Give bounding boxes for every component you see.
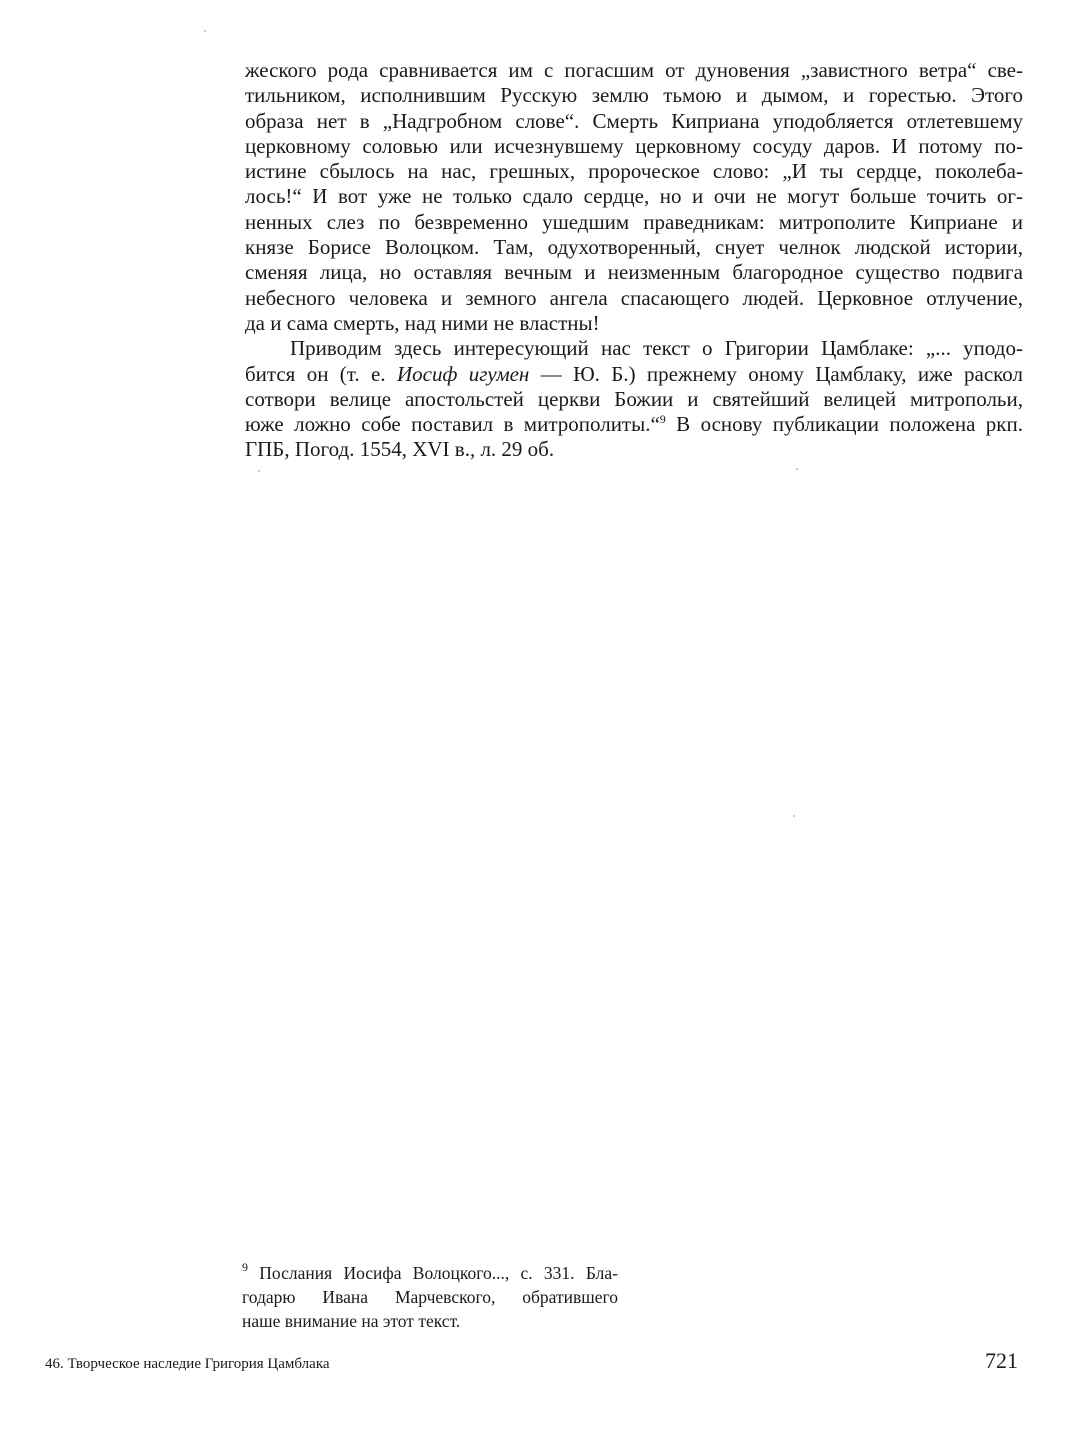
text-run: бится он (т. е. [245, 361, 397, 386]
paragraph-2-line [245, 412, 1023, 437]
text-run: Послания Иосифа Волоцкого..., с. 331. Бла- [248, 1263, 618, 1283]
scan-speck [258, 470, 260, 472]
main-text-block [245, 58, 1023, 463]
paragraph-1-line: князе Борисе Волоцком. Там, одухотворенный, снует челнок людской истории, [245, 235, 1023, 260]
paragraph-1-line: сменяя лица, но оставляя вечным и неизменным благородное существо подвига [245, 260, 1023, 285]
paragraph-1-line: да и сама смерть, над ними не властны! [245, 310, 600, 335]
italic-name: Иосиф игумен [396, 361, 530, 386]
page-number: 721 [985, 1348, 1018, 1373]
paragraph-2-line: ГПБ, Погод. 1554, XVI в., л. 29 об. [245, 437, 555, 462]
paragraph-1-line: жеского рода сравнивается им с погасшим от дуновения „завистного ветра“ све- [245, 58, 1023, 82]
footnote-marker: 9 [242, 1260, 248, 1274]
scan-speck [796, 468, 798, 470]
running-title: 46. Творческое наследие Григория Цамблака [45, 1356, 330, 1372]
paragraph-1-line: ненных слез по безвременно ушедшим праведникам: митрополите Киприане и [245, 209, 1023, 234]
paragraph-1-line: тильником, исполнившим Русскую землю тьмою и дымом, и горестью. Этого [245, 83, 1023, 108]
paragraph-1-line: образа нет в „Надгробном слове“. Смерть Киприана уподобляется отлетевшему [245, 108, 1023, 133]
footnote-reference: 9 [659, 412, 666, 427]
paragraph-1-line: лось!“ И вот уже не только сдало сердце, но и очи не могут больше точить ог- [245, 184, 1023, 209]
paragraph-1 [245, 58, 1023, 336]
text-run: В основу публикации положена ркп. [665, 412, 1023, 437]
text-run: юже ложно собе поставил в митрополиты.“ [245, 412, 660, 437]
paragraph-2-line: Приводим здесь интересующий нас текст о Григории Цамблаке: „... уподо- [290, 336, 1023, 361]
page-footer [45, 1348, 1020, 1378]
scan-speck [204, 30, 206, 32]
paragraph-2-line: сотвори велице апостольстей церкви Божии и святейший велицей митропольи, [245, 386, 1023, 411]
footnote-line [242, 1261, 618, 1285]
footnote-line: годарю Ивана Марчевского, обратившего [242, 1287, 618, 1307]
paragraph-1-line: церковному соловью или исчезнувшему церковному сосуду даров. И потому по- [245, 133, 1023, 158]
paragraph-1-line: небесного человека и земного ангела спасающего людей. Церковное отлучение, [245, 285, 1023, 310]
footnote-line: наше внимание на этот текст. [242, 1311, 461, 1331]
footnote [242, 1261, 618, 1333]
scan-speck [793, 815, 795, 817]
paragraph-2 [245, 336, 1023, 462]
paragraph-2-line [245, 362, 1023, 387]
text-run: — Ю. Б.) прежнему оному Цамблаку, иже раскол [529, 361, 1023, 386]
paragraph-1-line: истине сбылось на нас, грешных, пророческое слово: „И ты сердце, поколеба- [245, 159, 1023, 184]
